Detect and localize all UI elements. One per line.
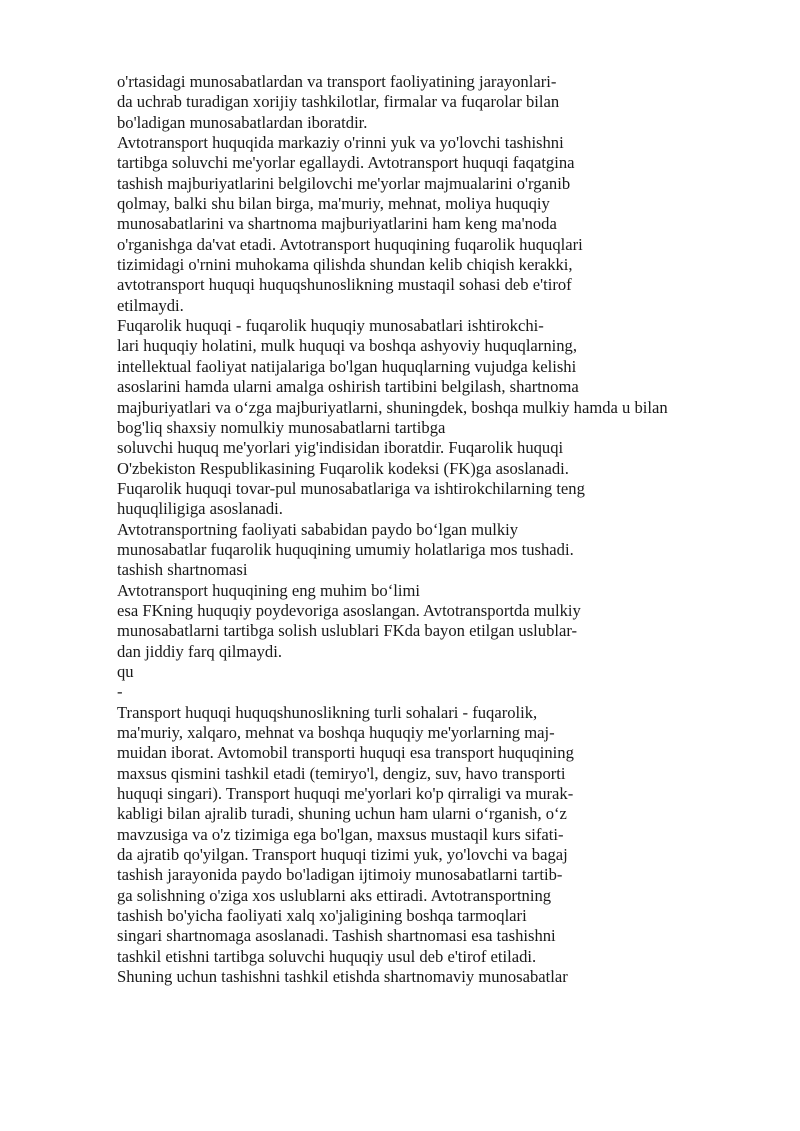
text-line: Avtotransport huquqining eng muhim bo‘limi xyxy=(117,580,420,600)
text-line: huquqi singari). Transport huquqi me'yorlari ko'p qirraligi va murak- xyxy=(117,784,574,804)
text-line: da ajratib qo'yilgan. Transport huquqi tizimi yuk, yo'lovchi va bagaj xyxy=(117,845,568,865)
text-line: bog'liq shaxsiy nomulkiy munosabatlarni tartibga xyxy=(117,417,446,437)
body-text xyxy=(117,72,787,987)
text-line: ga solishning o'ziga xos uslublarni aks ettiradi. Avtotransportning xyxy=(117,885,552,905)
text-line: Fuqarolik huquqi tovar-pul munosabatlariga va ishtirokchilarning teng xyxy=(117,478,585,498)
text-line: o'rganishga da'vat etadi. Avtotransport huquqining fuqarolik huquqlari xyxy=(117,234,583,254)
text-line: soluvchi huquq me'yorlari yig'indisidan iboratdir. Fuqarolik huquqi xyxy=(117,438,564,458)
text-line: Avtotransportning faoliyati sababidan paydo bo‘lgan mulkiy xyxy=(117,519,519,539)
text-line: o'rtasidagi munosabatlardan va transport faoliyatining jarayonlari- xyxy=(117,72,557,91)
text-line: avtotransport huquqi huquqshunoslikning mustaqil sohasi deb e'tirof xyxy=(117,275,572,295)
text-line: da uchrab turadigan xorijiy tashkilotlar, firmalar va fuqarolar bilan xyxy=(117,92,560,112)
text-line: qolmay, balki shu bilan birga, ma'muriy, mehnat, moliya huquqiy xyxy=(117,194,550,214)
text-line: esa FKning huquqiy poydevoriga asoslangan. Avtotransportda mulkiy xyxy=(117,600,581,620)
text-line: tartibga soluvchi me'yorlar egallaydi. Avtotransport huquqi faqatgina xyxy=(117,153,575,173)
text-line: kabligi bilan ajralib turadi, shuning uchun ham ularni o‘rganish, o‘z xyxy=(117,804,567,824)
text-line: lari huquqiy holatini, mulk huquqi va boshqa ashyoviy huquqlarning, xyxy=(117,336,577,356)
text-line: asoslarini hamda ularni amalga oshirish tartibini belgilash, shartnoma xyxy=(117,377,579,397)
text-line: dan jiddiy farq qilmaydi. xyxy=(117,641,282,661)
text-line: bo'ladigan munosabatlardan iboratdir. xyxy=(117,112,368,132)
text-line: huquqliligiga asoslanadi. xyxy=(117,499,283,519)
text-line: Avtotransport huquqida markaziy o'rinni yuk va yo'lovchi tashishni xyxy=(117,133,564,153)
text-line: tashish jarayonida paydo bo'ladigan ijtimoiy munosabatlarni tartib- xyxy=(117,865,563,885)
text-line: tizimidagi o'rnini muhokama qilishda shundan kelib chiqish kerakki, xyxy=(117,255,573,275)
text-line: munosabatlarini va shartnoma majburiyatlarini ham keng ma'noda xyxy=(117,214,557,234)
text-line: tashish majburiyatlarini belgilovchi me'yorlar majmualarini o'rganib xyxy=(117,173,571,193)
text-line: Shuning uchun tashishni tashkil etishda shartnomaviy munosabatlar xyxy=(117,967,568,987)
text-line: mavzusiga va o'z tizimiga ega bo'lgan, maxsus mustaqil kurs sifati- xyxy=(117,824,564,844)
text-line: munosabatlarni tartibga solish uslublari FKda bayon etilgan uslublar- xyxy=(117,621,578,641)
text-line: qu xyxy=(117,661,134,681)
text-line: munosabatlar fuqarolik huquqining umumiy holatlariga mos tushadi. xyxy=(117,539,574,559)
text-line: O'zbekiston Respublikasining Fuqarolik kodeksi (FK)ga asoslanadi. xyxy=(117,458,569,478)
text-line: - xyxy=(117,682,123,702)
text-line: tashish bo'yicha faoliyati xalq xo'jaligining boshqa tarmoqlari xyxy=(117,906,527,926)
text-line: tashkil etishni tartibga soluvchi huquqiy usul deb e'tirof etiladi. xyxy=(117,946,537,966)
text-line: intellektual faoliyat natijalariga bo'lgan huquqlarning vujudga kelishi xyxy=(117,356,577,376)
text-line: singari shartnomaga asoslanadi. Tashish shartnomasi esa tashishni xyxy=(117,926,556,946)
text-line: muidan iborat. Avtomobil transporti huquqi esa transport huquqining xyxy=(117,743,574,763)
text-line: majburiyatlari va o‘zga majburiyatlarni, shuningdek, boshqa mulkiy hamda u bilan xyxy=(117,397,668,417)
text-line: ma'muriy, xalqaro, mehnat va boshqa huquqiy me'yorlarning maj- xyxy=(117,723,555,742)
text-line: Transport huquqi huquqshunoslikning turli sohalari - fuqarolik, xyxy=(117,702,538,722)
text-line: etilmaydi. xyxy=(117,295,184,315)
text-line: tashish shartnomasi xyxy=(117,560,248,580)
text-line: maxsus qismini tashkil etadi (temiryo'l, dengiz, suv, havo transporti xyxy=(117,763,566,783)
text-line: Fuqarolik huquqi - fuqarolik huquqiy munosabatlari ishtirokchi- xyxy=(117,316,544,336)
